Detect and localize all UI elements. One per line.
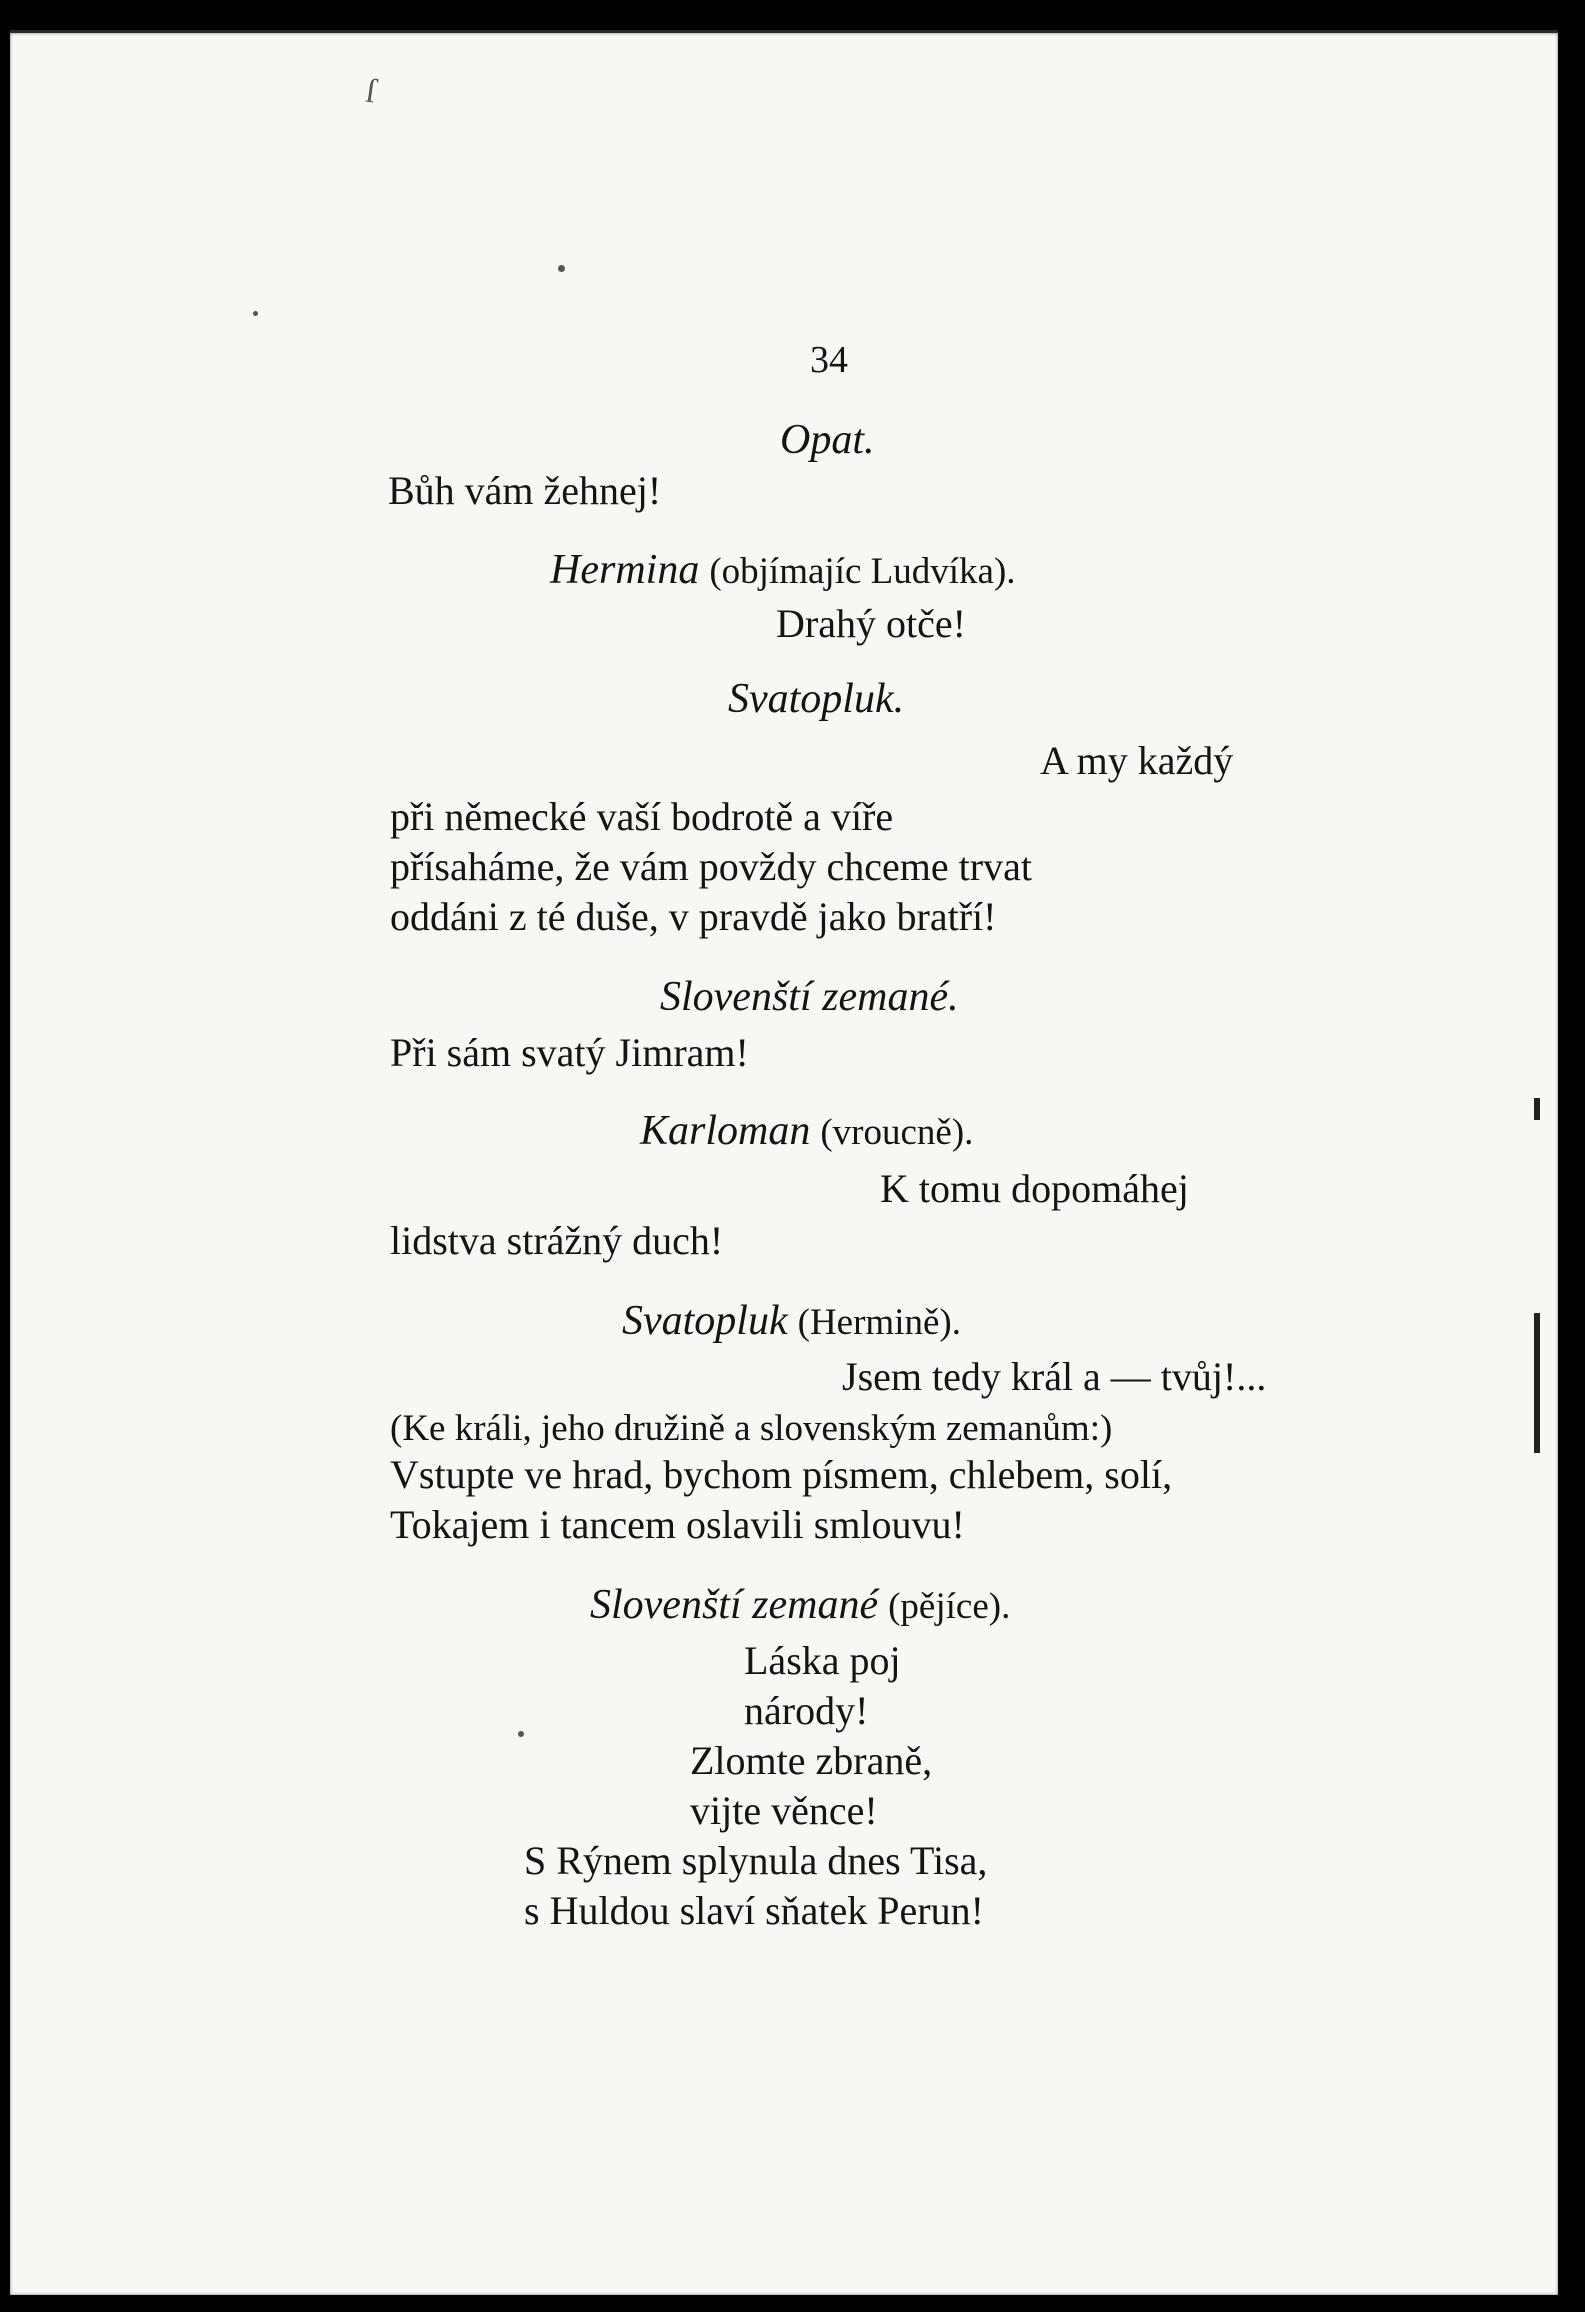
speaker-hermina [550,546,1016,596]
stage-direction: (Ke králi, jeho družině a slovenským zemanům:) [390,1408,1113,1449]
speaker-name: Svatopluk [622,1298,788,1344]
ink-speck [253,311,258,316]
edge-mark [1534,1098,1540,1120]
verse-line: Vstupte ve hrad, bychom písmem, chlebem, solí, [390,1452,1173,1497]
speaker-karloman [640,1107,973,1157]
stage-direction: (objímajíc Ludvíka). [709,551,1016,592]
speaker-opat [780,416,875,464]
stage-direction: (pějíce). [888,1586,1011,1627]
song-line: vijte věnce! [690,1788,878,1833]
verse-line: Bůh vám žehnej! [388,468,662,513]
speaker-svatopluk [622,1297,961,1347]
stage-direction: (vroucně). [820,1112,974,1153]
stage-direction: (Hermině). [797,1302,961,1343]
ink-speck [558,265,565,272]
verse-line: A my každý [1040,738,1234,783]
speaker-name: Opat. [780,417,875,463]
speaker-zemane [660,973,959,1021]
speaker-name: Slovenští zemané. [660,974,959,1020]
scanned-page [10,30,1558,2295]
speaker-svatopluk [728,675,904,723]
verse-line: při německé vaší bodrotě a víře [390,794,894,839]
speaker-name: Hermina [550,547,700,593]
song-line: S Rýnem splynula dnes Tisa, [524,1838,988,1883]
speaker-name: Svatopluk. [728,676,905,722]
song-line: Láska poj [744,1638,901,1683]
verse-line: lidstva strážný duch! [390,1218,724,1263]
speaker-name: Slovenští zemané [590,1582,879,1628]
verse-line: přísaháme, že vám povždy chceme trvat [390,844,1032,889]
margin-mark: ſ [363,72,379,111]
song-line: Zlomte zbraně, [690,1738,933,1783]
verse-line: Jsem tedy král a — tvůj!... [842,1354,1267,1399]
speaker-zemane [590,1581,1010,1631]
speaker-name: Karloman [640,1108,811,1154]
verse-line: Při sám svatý Jimram! [390,1030,749,1075]
verse-line: Drahý otče! [776,601,966,646]
song-line: s Huldou slaví sňatek Perun! [524,1888,984,1933]
edge-mark [1534,1313,1540,1453]
song-line: národy! [744,1688,869,1733]
verse-line: oddáni z té duše, v pravdě jako bratří! [390,894,997,939]
verse-line: K tomu dopomáhej [880,1166,1189,1211]
ink-speck [518,1731,524,1737]
verse-line: Tokajem i tancem oslavili smlouvu! [390,1502,965,1547]
page-number: 34 [810,339,848,381]
